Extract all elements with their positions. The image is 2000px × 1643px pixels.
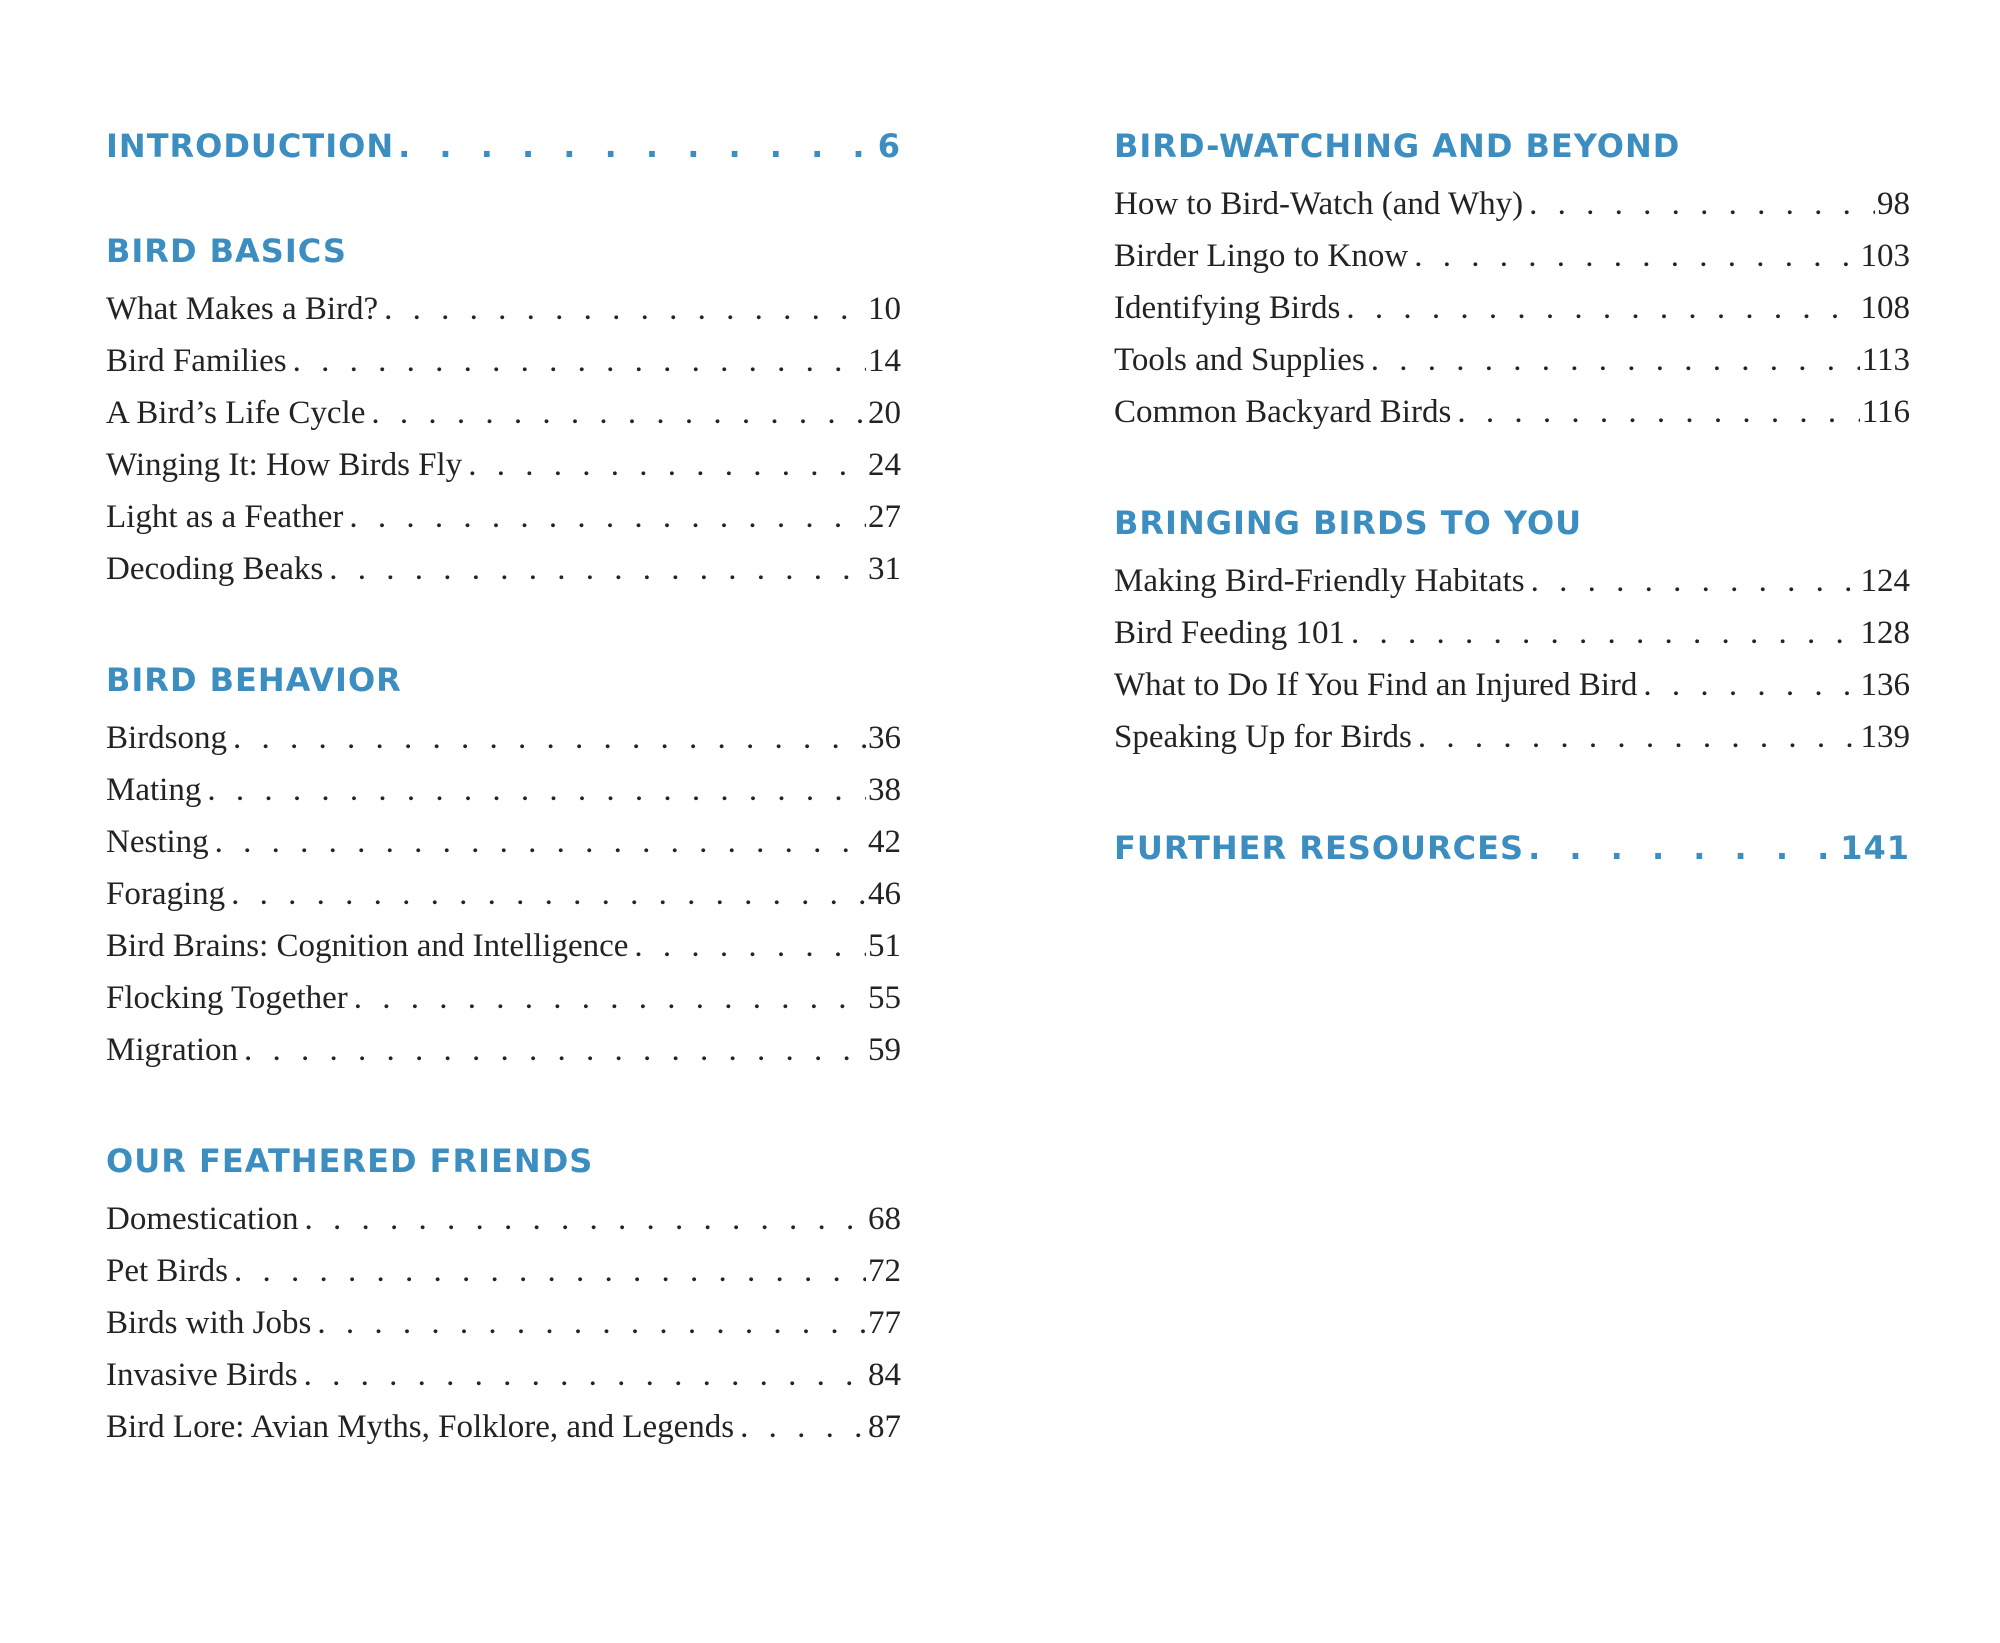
section-heading: BIRD BASICS	[106, 232, 347, 270]
page-number: 116	[1861, 394, 1910, 430]
toc-right-column	[1114, 126, 1910, 880]
dot-leader	[1529, 178, 1875, 230]
page-number: 31	[868, 551, 901, 587]
page-number: 113	[1861, 342, 1910, 378]
toc-entry-further-resources[interactable]	[1114, 828, 1910, 868]
dot-leader	[207, 764, 866, 816]
page-number: 46	[868, 876, 901, 912]
dot-leader	[234, 1245, 866, 1297]
entry-title: Making Bird-Friendly Habitats	[1114, 563, 1525, 599]
entry-title: Winging It: How Birds Fly	[106, 447, 463, 483]
page-number: 128	[1860, 615, 1910, 651]
dot-leader	[349, 491, 866, 543]
page-number: 98	[1877, 186, 1910, 222]
toc-entry[interactable]	[1114, 659, 1910, 711]
entry-title: Bird Feeding 101	[1114, 615, 1345, 651]
dot-leader	[740, 1401, 866, 1453]
dot-leader	[384, 283, 866, 335]
page-number: 124	[1860, 563, 1910, 599]
toc-entry[interactable]	[1114, 282, 1910, 334]
dot-leader	[1351, 607, 1859, 659]
entry-title: Foraging	[106, 876, 226, 912]
page-number: 59	[868, 1032, 901, 1068]
dot-leader	[244, 1024, 866, 1076]
section-heading: FURTHER RESOURCES	[1114, 829, 1525, 867]
toc-entry[interactable]	[106, 543, 901, 595]
entry-title: Mating	[106, 772, 202, 808]
page-number: 14	[868, 343, 901, 379]
entry-title: Identifying Birds	[1114, 290, 1341, 326]
dot-leader	[304, 1193, 866, 1245]
toc-entry[interactable]	[1114, 607, 1910, 659]
page-number: 87	[868, 1409, 901, 1445]
entry-title: Flocking Together	[106, 980, 348, 1016]
toc-entry[interactable]	[106, 387, 901, 439]
entry-title: A Bird’s Life Cycle	[106, 395, 366, 431]
dot-leader	[354, 972, 866, 1024]
entry-title: What Makes a Bird?	[106, 291, 379, 327]
page-number: 36	[868, 720, 901, 756]
toc-entry[interactable]	[1114, 711, 1910, 763]
toc-entry[interactable]	[106, 439, 901, 491]
page-number: 136	[1860, 667, 1910, 703]
toc-entry[interactable]	[106, 1193, 901, 1245]
section-heading: BRINGING BIRDS TO YOU	[1114, 504, 1583, 542]
section-heading: BIRD-WATCHING AND BEYOND	[1114, 127, 1681, 165]
page-number: 20	[868, 395, 901, 431]
dot-leader	[1414, 230, 1858, 282]
entry-title: Birdsong	[106, 720, 228, 756]
dot-leader	[215, 816, 866, 868]
entry-title: Decoding Beaks	[106, 551, 324, 587]
section-heading: BIRD BEHAVIOR	[106, 661, 402, 699]
page-number: 6	[877, 127, 901, 165]
page-number: 77	[868, 1305, 901, 1341]
dot-leader	[634, 920, 866, 972]
toc-left-column	[106, 126, 901, 1453]
dot-leader	[398, 126, 870, 166]
toc-entry[interactable]	[106, 816, 901, 868]
section-heading: OUR FEATHERED FRIENDS	[106, 1142, 594, 1180]
toc-section-our-feathered-friends	[106, 1141, 901, 1453]
toc-section-bird-basics	[106, 231, 901, 595]
entry-title: Bird Brains: Cognition and Intelligence	[106, 928, 629, 964]
toc-entry[interactable]	[106, 1401, 901, 1453]
toc-entry[interactable]	[1114, 386, 1910, 438]
page-number: 42	[868, 824, 901, 860]
dot-leader	[293, 335, 866, 387]
toc-entry[interactable]	[1114, 555, 1910, 607]
toc-entry[interactable]	[106, 1297, 901, 1349]
entry-title: Invasive Birds	[106, 1357, 298, 1393]
page-number: 10	[868, 291, 901, 327]
dot-leader	[233, 712, 866, 764]
dot-leader	[1531, 555, 1859, 607]
dot-leader	[304, 1349, 866, 1401]
dot-leader	[371, 387, 866, 439]
toc-entry[interactable]	[106, 335, 901, 387]
entry-title: Pet Birds	[106, 1253, 228, 1289]
entry-title: Bird Families	[106, 343, 287, 379]
dot-leader	[1643, 659, 1858, 711]
toc-entry[interactable]	[106, 920, 901, 972]
toc-entry-introduction[interactable]	[106, 126, 901, 166]
dot-leader	[329, 543, 866, 595]
toc-entry[interactable]	[106, 764, 901, 816]
page-number: 72	[868, 1253, 901, 1289]
toc-entry[interactable]	[1114, 334, 1910, 386]
entry-title: Common Backyard Birds	[1114, 394, 1452, 430]
toc-entry[interactable]	[106, 1349, 901, 1401]
page-number: 84	[868, 1357, 901, 1393]
toc-entry[interactable]	[106, 283, 901, 335]
entry-title: Migration	[106, 1032, 238, 1068]
page-number: 27	[868, 499, 901, 535]
dot-leader	[317, 1297, 866, 1349]
page-number: 103	[1860, 238, 1910, 274]
toc-entry[interactable]	[106, 1024, 901, 1076]
entry-title: Birder Lingo to Know	[1114, 238, 1409, 274]
dot-leader	[1346, 282, 1858, 334]
dot-leader	[231, 868, 866, 920]
page-number: 24	[868, 447, 901, 483]
entry-title: How to Bird-Watch (and Why)	[1114, 186, 1524, 222]
toc-section-bringing-birds-to-you	[1114, 503, 1910, 763]
toc-entry[interactable]	[106, 868, 901, 920]
entry-title: Tools and Supplies	[1114, 342, 1365, 378]
toc-section-bird-behavior	[106, 660, 901, 1076]
toc-entry[interactable]	[1114, 178, 1910, 230]
toc-section-further-resources	[1114, 828, 1910, 868]
page-number: 141	[1840, 829, 1910, 867]
dot-leader	[1371, 334, 1860, 386]
toc-entry[interactable]	[1114, 230, 1910, 282]
page-number: 38	[868, 772, 901, 808]
entry-title: Speaking Up for Birds	[1114, 719, 1412, 755]
entry-title: Domestication	[106, 1201, 299, 1237]
entry-title: Nesting	[106, 824, 209, 860]
entry-title: Light as a Feather	[106, 499, 344, 535]
toc-entry[interactable]	[106, 491, 901, 543]
toc-entry[interactable]	[106, 1245, 901, 1297]
page-number: 68	[868, 1201, 901, 1237]
dot-leader	[1457, 386, 1859, 438]
entry-title: Birds with Jobs	[106, 1305, 312, 1341]
dot-leader	[468, 439, 866, 491]
page-number: 108	[1860, 290, 1910, 326]
dot-leader	[1418, 711, 1859, 763]
toc-section-bird-watching-and-beyond	[1114, 126, 1910, 438]
page-number: 139	[1860, 719, 1910, 755]
page-number: 51	[868, 928, 901, 964]
entry-title: Bird Lore: Avian Myths, Folklore, and Legends	[106, 1409, 735, 1445]
toc-entry[interactable]	[106, 972, 901, 1024]
toc-section-introduction	[106, 126, 901, 166]
dot-leader	[1528, 828, 1832, 868]
toc-entry[interactable]	[106, 712, 901, 764]
section-heading: INTRODUCTION	[106, 127, 395, 165]
entry-title: What to Do If You Find an Injured Bird	[1114, 667, 1638, 703]
page-number: 55	[868, 980, 901, 1016]
